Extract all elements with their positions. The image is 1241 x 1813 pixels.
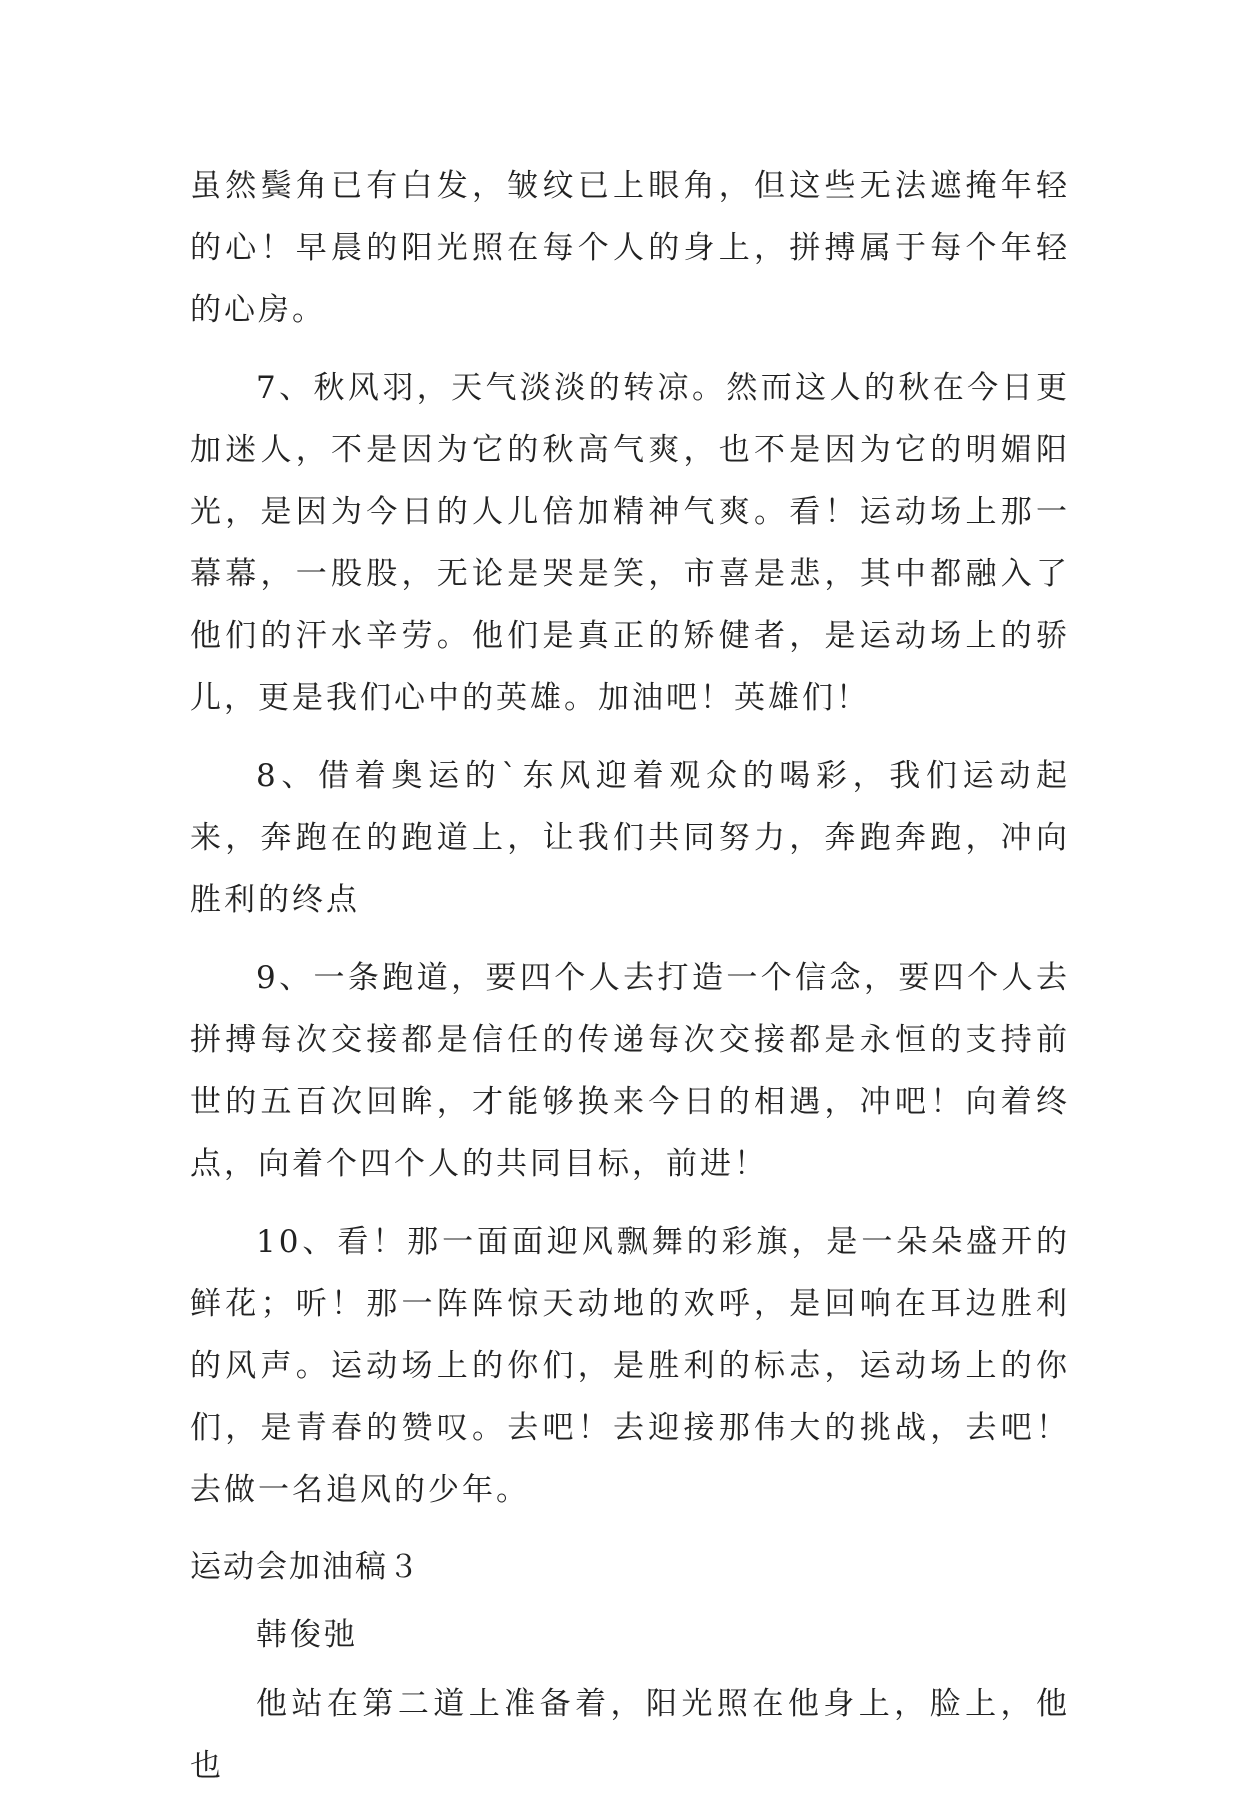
paragraph-item-10: 10、看！那一面面迎风飘舞的彩旗，是一朵朵盛开的鲜花；听！那一阵阵惊天动地的欢呼，是回响在耳边胜利的风声。运动场上的你们，是胜利的标志，运动场上的你们，是青春的赞叹。去吧！去迎接那伟大的挑战，去吧！去做一名追风的少年。 [190,1224,1070,1508]
paragraph-continued: 虽然鬓角已有白发，皱纹已上眼角，但这些无法遮掩年轻的心！早晨的阳光照在每个人的身上，拼搏属于每个年轻的心房。 [190,168,1070,328]
paragraph-item-9: 9、一条跑道，要四个人去打造一个信念，要四个人去拼搏每次交接都是信任的传递每次交接都是永恒的支持前世的五百次回眸，才能够换来今日的相遇，冲吧！向着终点，向着个四个人的共同目标，前进！ [190,960,1070,1182]
paragraph-item-8: 8、借着奥运的`东风迎着观众的喝彩，我们运动起来，奔跑在的跑道上，让我们共同努力，奔跑奔跑，冲向胜利的终点 [190,758,1070,918]
section-title: 运动会加油稿３ [190,1549,421,1585]
paragraph-item-7: 7、秋风羽，天气淡淡的转凉。然而这人的秋在今日更加迷人，不是因为它的秋高气爽，也不是因为它的明媚阳光，是因为今日的人儿倍加精神气爽。看！运动场上那一幕幕，一股股，无论是哭是笑，市喜是悲，其中都融入了他们的汗水辛劳。他们是真正的矫健者，是运动场上的骄儿，更是我们心中的英雄。加油吧！英雄们！ [190,370,1070,716]
author-name: 韩俊弛 [256,1617,358,1653]
document-body [190,155,1070,1813]
paragraph-last: 他站在第二道上准备着，阳光照在他身上，脸上，他也 [190,1686,1070,1784]
